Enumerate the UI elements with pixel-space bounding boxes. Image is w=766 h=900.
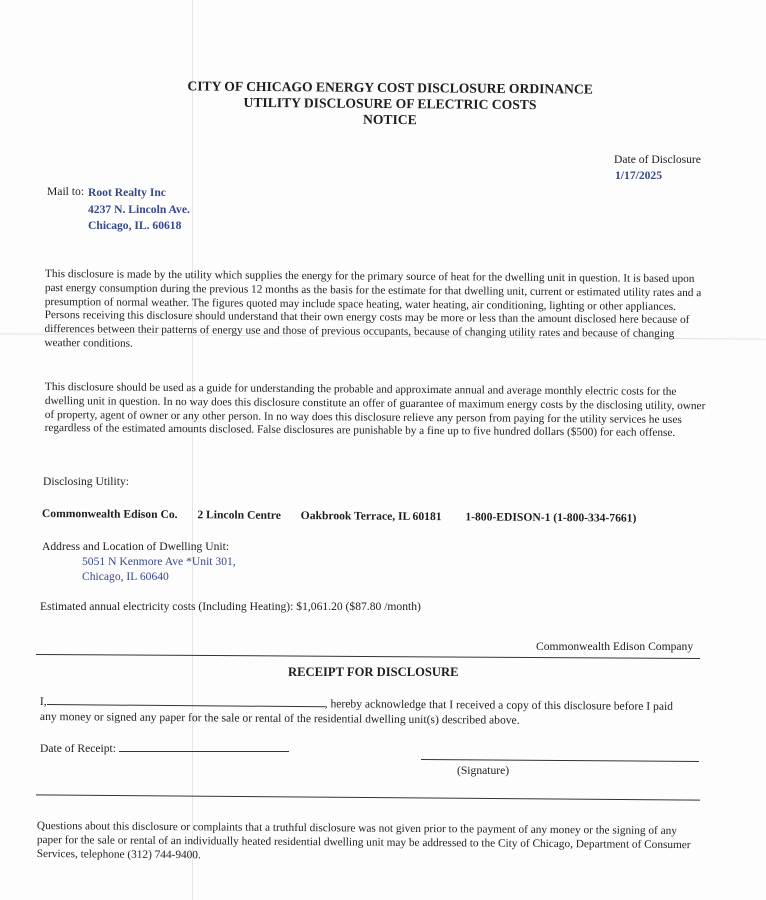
- mail-to-label: Mail to:: [47, 185, 85, 198]
- acknowledgement-text: , hereby acknowledge that I received a copy of this disclosure before I paid: [324, 697, 674, 713]
- title-line-3: NOTICE: [362, 111, 417, 128]
- signature-label: (Signature): [457, 764, 510, 777]
- mail-to-street: 4237 N. Lincoln Ave.: [88, 203, 190, 216]
- disclosure-paragraph-1: This disclosure is made by the utility which supplies the energy for the primary source of heat for the dwelling unit in question. It is based upon past energy consumption during the previous 12 months as the basis for the estimate for that dwelling unit, current or estimated utility rates and a presumption of normal weather. The figures quoted may include space heating, water heating, air conditioning, lighting or other appliances. Persons receiving this disclosure should understand that their own energy costs may be more or less than the amount disclosed here because of differences between their patterns of energy use and those of previous occupants, because of changing utility rates and because of changing weather conditions.: [44, 268, 702, 350]
- dwelling-address-line-2: Chicago, IL 60640: [82, 570, 169, 583]
- utility-info-line: [42, 507, 637, 525]
- title-line-2: UTILITY DISCLOSURE OF ELECTRIC COSTS: [243, 94, 537, 113]
- utility-name: Commonwealth Edison Co.: [41, 507, 178, 522]
- disclosing-utility-label: Disclosing Utility:: [43, 475, 129, 488]
- date-of-receipt-row: [40, 741, 289, 755]
- utility-phone: 1-800-EDISON-1 (1-800-334-7661): [465, 510, 637, 525]
- signature-line[interactable]: [421, 759, 699, 762]
- acknowledgement-text-2: any money or signed any paper for the sale or rental of the residential dwelling unit(s) described above.: [39, 710, 520, 727]
- fold-line-vertical: [192, 0, 193, 900]
- estimate-value: $1,061.20 ($87.80 /month): [296, 600, 421, 613]
- estimate-line: [40, 600, 421, 613]
- title-line-1: CITY OF CHICAGO ENERGY COST DISCLOSURE ORDINANCE: [187, 78, 593, 97]
- receipt-title: RECEIPT FOR DISCLOSURE: [288, 665, 459, 679]
- dwelling-address-line-1: 5051 N Kenmore Ave *Unit 301,: [82, 555, 236, 568]
- date-of-receipt-blank[interactable]: [119, 741, 289, 752]
- estimate-label: Estimated annual electricity costs (Including Heating):: [40, 600, 294, 613]
- name-blank-line[interactable]: [47, 694, 325, 707]
- date-of-disclosure-value: 1/17/2025: [615, 169, 663, 182]
- divider-line: [36, 654, 700, 659]
- disclosure-paragraph-2: This disclosure should be used as a guide for understanding the probable and approximate annual and average monthly electric costs for the dwelling unit in question. In no way does this disclosure constitute an offer of guarantee of maximum energy costs by the disclosing utility, owner of property, agent of owner or any other person. In no way does this disclosure relieve any person from paying for the utility services he uses regardless of the estimated amounts disclosed. False disclosures are punishable by a fine up to five hundred dollars ($500) for each offense.: [44, 381, 706, 440]
- acknowledgement-prefix: I,: [39, 694, 47, 709]
- document-title-block: [120, 78, 660, 130]
- footer-questions: Questions about this disclosure or complaints that a truthful disclosure was not given prior to the payment of any money or the signing of any paper for the sale or rental of an individually heated residential dwelling unit may be addressed to the City of Chicago, Department of Consumer Services, telephone (312) 744-9400.: [36, 820, 691, 861]
- dwelling-address-label: Address and Location of Dwelling Unit:: [42, 540, 230, 553]
- divider-line-2: [36, 794, 700, 800]
- company-signoff: Commonwealth Edison Company: [536, 640, 694, 653]
- utility-city: Oakbrook Terrace, IL 60181: [300, 509, 442, 524]
- date-of-receipt-label: Date of Receipt:: [40, 742, 116, 755]
- date-of-disclosure-label: Date of Disclosure: [614, 153, 701, 166]
- mail-to-city: Chicago, IL. 60618: [88, 219, 182, 232]
- mail-to-name: Root Realty Inc: [88, 186, 166, 199]
- utility-address: 2 Lincoln Centre: [197, 508, 281, 522]
